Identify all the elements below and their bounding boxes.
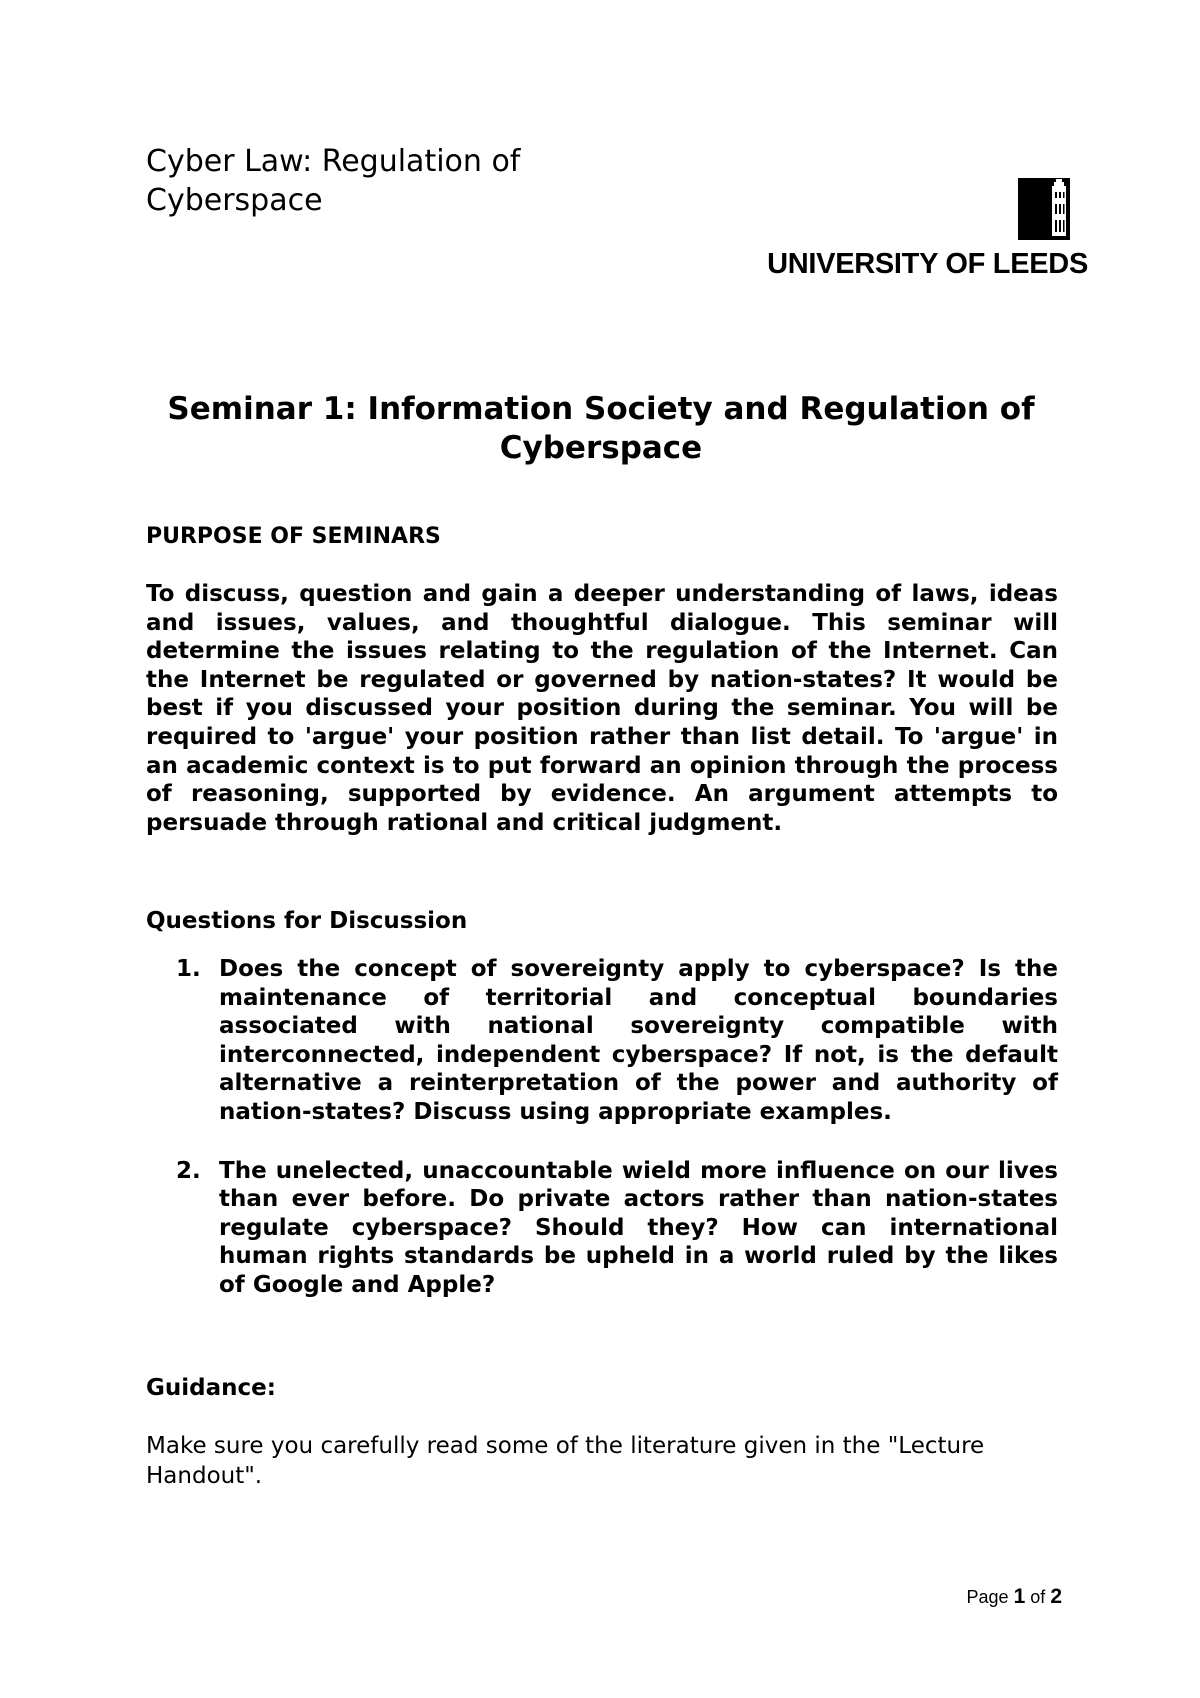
- document-title-line1: Cyber Law: Regulation of: [146, 144, 521, 179]
- questions-list: [146, 955, 1058, 1330]
- document-title: [146, 142, 706, 220]
- question-item: [146, 955, 1058, 1127]
- questions-heading: Questions for Discussion: [146, 908, 468, 934]
- question-number: 2.: [176, 1157, 201, 1184]
- total-pages-number: 2: [1050, 1585, 1062, 1608]
- page-number-footer: [800, 1585, 1062, 1609]
- question-number: 1.: [176, 956, 201, 982]
- university-logo: [728, 178, 1088, 280]
- current-page-number: 1: [1013, 1585, 1026, 1608]
- of-label: of: [1030, 1587, 1046, 1607]
- parkinson-tower-icon: [1018, 178, 1070, 240]
- page-label: Page: [966, 1587, 1009, 1607]
- question-text: Does the concept of sovereignty apply to cyberspace? Is the maintenance of territorial and conceptual boundaries associated with national sovereignty compatible with interconnected, independent cyberspace? If not, is the default alternative a reinterpretation of the power and authority of nation-states? Discuss using appropriate examples.: [219, 956, 1058, 1125]
- seminar-title: Seminar 1: Information Society and Regulation of Cyberspace: [167, 391, 1035, 466]
- question-item: [146, 1157, 1058, 1300]
- purpose-heading: PURPOSE OF SEMINARS: [146, 524, 441, 549]
- purpose-paragraph: To discuss, question and gain a deeper understanding of laws, ideas and issues, values, and thoughtful dialogue. This seminar will determine the issues relating to the regulation of the Internet. Can the Internet be regulated or governed by nation-states? It would be best if you discussed your position during the seminar. You will be required to 'argue' your position rather than list detail. To 'argue' in an academic context is to put forward an opinion through the process of reasoning, supported by evidence. An argument attempts to persuade through rational and critical judgment.: [146, 581, 1058, 836]
- question-text: The unelected, unaccountable wield more influence on our lives than ever before. Do private actors rather than nation-states regulate cyberspace? Should they? How can international human rights standards be upheld in a world ruled by the likes of Google and Apple?: [219, 1157, 1058, 1298]
- university-logo-text: UNIVERSITY OF LEEDS: [767, 248, 1088, 280]
- document-title-line2: Cyberspace: [146, 183, 323, 218]
- guidance-heading: Guidance:: [146, 1375, 276, 1401]
- guidance-text: Make sure you carefully read some of the literature given in the "Lecture Handout".: [146, 1433, 985, 1489]
